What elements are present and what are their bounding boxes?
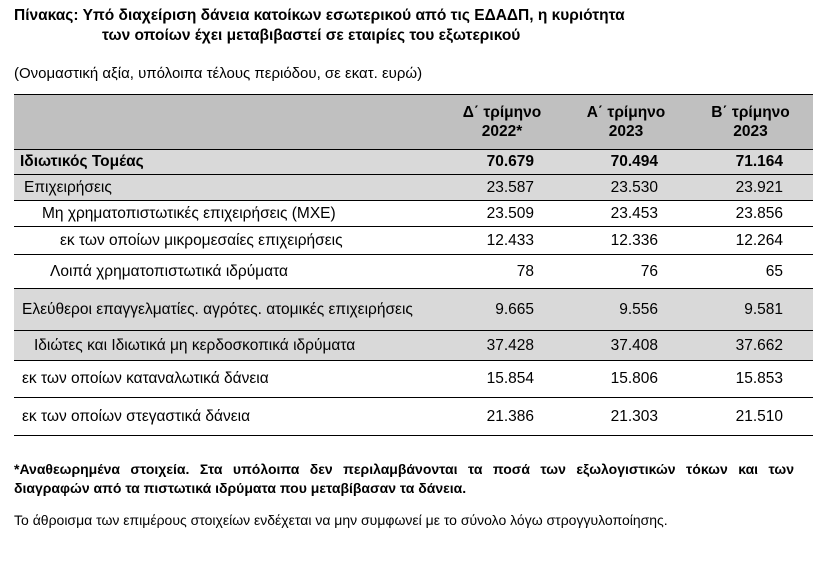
- row-label: εκ των οποίων μικρομεσαίες επιχειρήσεις: [14, 227, 440, 255]
- row-value: 9.581: [688, 289, 813, 331]
- row-value: 37.408: [564, 331, 688, 361]
- row-value: 70.494: [564, 150, 688, 175]
- table-row-private-sector: [14, 150, 813, 175]
- table-header-row: [14, 95, 813, 150]
- row-value: 12.336: [564, 227, 688, 255]
- table-row-enterprises: [14, 175, 813, 201]
- header-q1-2023: Α΄ τρίμηνο 2023: [564, 95, 688, 150]
- row-label: εκ των οποίων καταναλωτικά δάνεια: [14, 361, 440, 398]
- row-value: 37.428: [440, 331, 564, 361]
- row-value: 9.556: [564, 289, 688, 331]
- row-value: 21.303: [564, 398, 688, 436]
- row-value: 23.856: [688, 201, 813, 227]
- row-value: 23.921: [688, 175, 813, 201]
- header-q2-2023: Β΄ τρίμηνο 2023: [688, 95, 813, 150]
- row-value: 12.433: [440, 227, 564, 255]
- row-label: εκ των οποίων στεγαστικά δάνεια: [14, 398, 440, 436]
- row-value: 37.662: [688, 331, 813, 361]
- row-value: 21.510: [688, 398, 813, 436]
- title-line-1: [14, 6, 814, 26]
- row-value: 78: [440, 255, 564, 289]
- table-row-non-financial: [14, 201, 813, 227]
- row-value: 15.853: [688, 361, 813, 398]
- title-prefix: Πίνακας:: [14, 7, 79, 24]
- row-value: 23.453: [564, 201, 688, 227]
- footnote-revised: *Αναθεωρημένα στοιχεία. Στα υπόλοιπα δεν περιλαμβάνονται τα ποσά των εξωλογιστικών τόκων και των διαγραφών από τα πιστωτικά ιδρύματα που μεταβίβασαν τα δάνεια.: [14, 461, 794, 496]
- row-value: 23.509: [440, 201, 564, 227]
- row-value: 71.164: [688, 150, 813, 175]
- table-row-other-financial: [14, 255, 813, 289]
- table-row-consumer-loans: [14, 361, 813, 398]
- rounding-note: Το άθροισμα των επιμέρους στοιχείων ενδέχεται να μην συμφωνεί με το σύνολο λόγω στρογγυλοποίησης.: [14, 512, 668, 528]
- row-value: 70.679: [440, 150, 564, 175]
- row-label: Μη χρηματοπιστωτικές επιχειρήσεις (ΜΧΕ): [14, 201, 440, 227]
- row-value: 12.264: [688, 227, 813, 255]
- row-value: 23.530: [564, 175, 688, 201]
- row-value: 15.806: [564, 361, 688, 398]
- table-row-households: [14, 331, 813, 361]
- row-label: Επιχειρήσεις: [14, 175, 440, 201]
- row-value: 9.665: [440, 289, 564, 331]
- table-title: [14, 6, 814, 46]
- title-text-1: Υπό διαχείριση δάνεια κατοίκων εσωτερικού από τις ΕΔΑΔΠ, η κυριότητα: [82, 7, 625, 24]
- row-label: Ιδιώτες και Ιδιωτικά μη κερδοσκοπικά ιδρύματα: [14, 331, 440, 361]
- row-value: 65: [688, 255, 813, 289]
- row-value: 21.386: [440, 398, 564, 436]
- table-row-sme: [14, 227, 813, 255]
- loans-table: [14, 94, 813, 436]
- row-label: Ελεύθεροι επαγγελματίες. αγρότες. ατομικές επιχειρήσεις: [14, 289, 440, 331]
- row-value: 76: [564, 255, 688, 289]
- table-subtitle: (Ονομαστική αξία, υπόλοιπα τέλους περιόδου, σε εκατ. ευρώ): [14, 65, 423, 82]
- row-label: Ιδιωτικός Τομέας: [14, 150, 440, 175]
- table-row-housing-loans: [14, 398, 813, 436]
- row-label: Λοιπά χρηματοπιστωτικά ιδρύματα: [14, 255, 440, 289]
- header-label-cell: [14, 95, 440, 150]
- row-value: 15.854: [440, 361, 564, 398]
- header-q4-2022: Δ΄ τρίμηνο 2022*: [440, 95, 564, 150]
- title-line-2: των οποίων έχει μεταβιβαστεί σε εταιρίες του εξωτερικού: [102, 27, 521, 44]
- table-row-self-employed: [14, 289, 813, 331]
- row-value: 23.587: [440, 175, 564, 201]
